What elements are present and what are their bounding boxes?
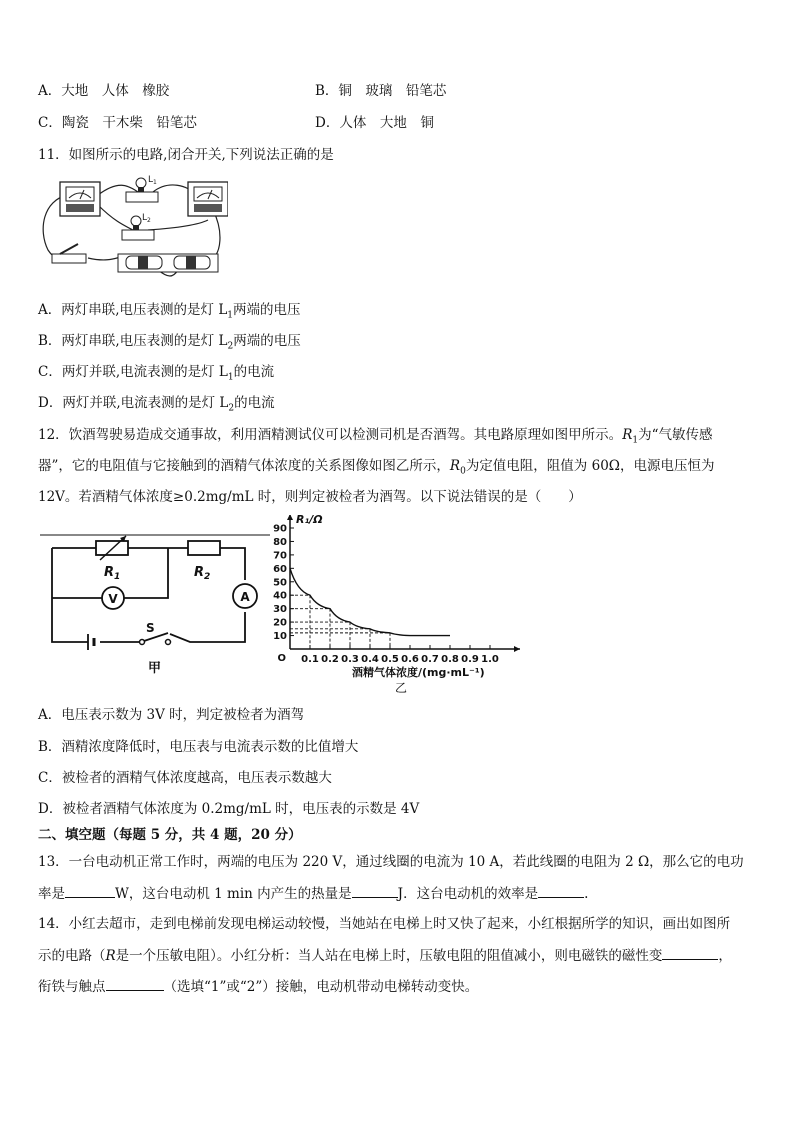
bulb-l1-icon [126, 175, 158, 202]
y-tick-label: 50 [273, 577, 287, 589]
battery-icon [88, 634, 94, 650]
y-tick-label: 70 [273, 550, 287, 562]
q13-line1: 13．一台电动机正常工作时，两端的电压为 220 V，通过线圈的电流为 10 A，若此线圈的电阻为 2 Ω，那么它的电功 [38, 854, 744, 870]
section-heading: 二、填空题（每题 5 分，共 4 题，20 分） [38, 827, 302, 843]
switch-icon [52, 244, 86, 263]
x-tick-label: 0.9 [461, 654, 479, 665]
q12-circuit-jia [40, 530, 270, 680]
x-axis-arrow [514, 646, 520, 652]
switch-icon [140, 621, 171, 645]
q13-line2: 率是 W，这台电动机 1 min 内产生的热量是 J．这台电动机的效率是 . [38, 883, 588, 904]
circuit-caption: 甲 [148, 661, 162, 676]
ammeter-icon [188, 182, 228, 216]
q10-option-d: D．人体 大地 铜 [315, 115, 434, 131]
battery-icon [118, 254, 218, 272]
q12-option-b: B．酒精浓度降低时，电压表与电流表示数的比值增大 [38, 739, 359, 755]
y-axis-arrow [287, 515, 293, 520]
voltmeter-icon [60, 182, 100, 216]
q14-line1: 14．小红去超市，走到电梯前发现电梯运动较慢，当她站在电梯上时又快了起来，小红根据所学的知识，画出如图所 [38, 916, 731, 932]
svg-text:S: S [146, 621, 155, 635]
q12-stem-line3: 12V。若酒精气体浓度≥0.2mg/mL 时，则判定被检者为酒驾。以下说法错误的是（ ） [38, 489, 582, 505]
x-tick-label: 0.5 [381, 654, 399, 665]
y-tick-label: 10 [273, 631, 287, 643]
y-tick-label: 20 [273, 617, 287, 629]
q12-option-d: D．被检者酒精气体浓度为 0.2mg/mL 时，电压表的示数是 4V [38, 801, 420, 817]
y-axis-label: R₁/Ω [296, 515, 323, 526]
x-tick-label: 0.6 [401, 654, 419, 665]
q11-option-d: D．两灯并联,电流表测的是灯 $L_2$的电流 [38, 395, 275, 414]
series-line [290, 568, 450, 635]
q11-stem: 11．如图所示的电路,闭合开关,下列说法正确的是 [38, 147, 334, 163]
y-tick-label: 90 [273, 523, 287, 535]
q11-option-c: C．两灯并联,电流表测的是灯 $L_1$的电流 [38, 364, 275, 383]
origin-label: O [277, 653, 286, 664]
q12-option-c: C．被检者的酒精气体浓度越高，电压表示数越大 [38, 770, 332, 786]
svg-text:L1: $L_1$ [148, 175, 157, 186]
q10-option-b: B．铜 玻璃 铅笔芯 [315, 83, 447, 99]
q12-option-a: A．电压表示数为 3V 时，判定被检者为酒驾 [38, 707, 305, 723]
ammeter-icon [233, 584, 257, 608]
x-tick-label: 0.2 [321, 654, 339, 665]
x-tick-label: 0.7 [421, 654, 439, 665]
q11-option-a: A．两灯串联,电压表测的是灯 $L_1$两端的电压 [38, 302, 301, 321]
q14-blank-2[interactable] [106, 976, 164, 991]
q14-line2: 示的电路（R是一个压敏电阻）。小红分析：当人站在电梯上时，压敏电阻的阻值减小，则电磁铁的磁性变 ， [38, 945, 732, 966]
x-tick-label: 0.8 [441, 654, 459, 665]
q12-stem-line1: 12．饮酒驾驶易造成交通事故，利用酒精测试仪可以检测司机是否酒驾。其电路原理如图甲所示。$R_1$为“气敏传感 [38, 427, 713, 446]
x-tick-label: 1.0 [481, 654, 499, 665]
y-tick-label: 30 [273, 604, 287, 616]
q10-option-a: A．大地 人体 橡胶 [38, 83, 170, 99]
svg-text:L2: $L_2$ [142, 213, 151, 224]
q14-blank-1[interactable] [662, 945, 718, 960]
svg-text:R1: $R_1$ [104, 565, 121, 582]
x-axis-label: 酒精气体浓度/(mg·mL⁻¹) [352, 666, 485, 679]
q14-line3: 衔铁与触点 （选填“1”或“2”）接触，电动机带动电梯转动变快。 [38, 976, 478, 997]
x-tick-label: 0.3 [341, 654, 359, 665]
q12-graph-yi [268, 515, 538, 690]
svg-text:A: A [240, 590, 250, 604]
x-tick-label: 0.4 [361, 654, 379, 665]
svg-text:V: V [108, 592, 118, 606]
q11-option-b: B．两灯串联,电压表测的是灯 $L_2$两端的电压 [38, 333, 301, 352]
q12-stem-line2: 器”，它的电阻值与它接触到的酒精气体浓度的关系图像如图乙所示，$R_0$为定值电阻，阻值为 60Ω，电源电压恒为 [38, 458, 715, 477]
graph-caption: 乙 [395, 681, 408, 695]
q13-blank-1[interactable] [65, 883, 115, 898]
y-tick-label: 60 [273, 563, 287, 575]
q13-blank-3[interactable] [538, 883, 584, 898]
y-tick-label: 80 [273, 536, 287, 548]
svg-text:R2: $R_2$ [194, 565, 211, 582]
x-tick-label: 0.1 [301, 654, 319, 665]
q10-option-c: C．陶瓷 干木柴 铅笔芯 [38, 115, 197, 131]
r2-resistor [188, 541, 220, 582]
r1-resistor [96, 536, 128, 582]
y-tick-label: 40 [273, 590, 287, 602]
q11-circuit-figure [38, 170, 228, 280]
q13-blank-2[interactable] [352, 883, 398, 898]
voltmeter-icon [102, 587, 124, 609]
